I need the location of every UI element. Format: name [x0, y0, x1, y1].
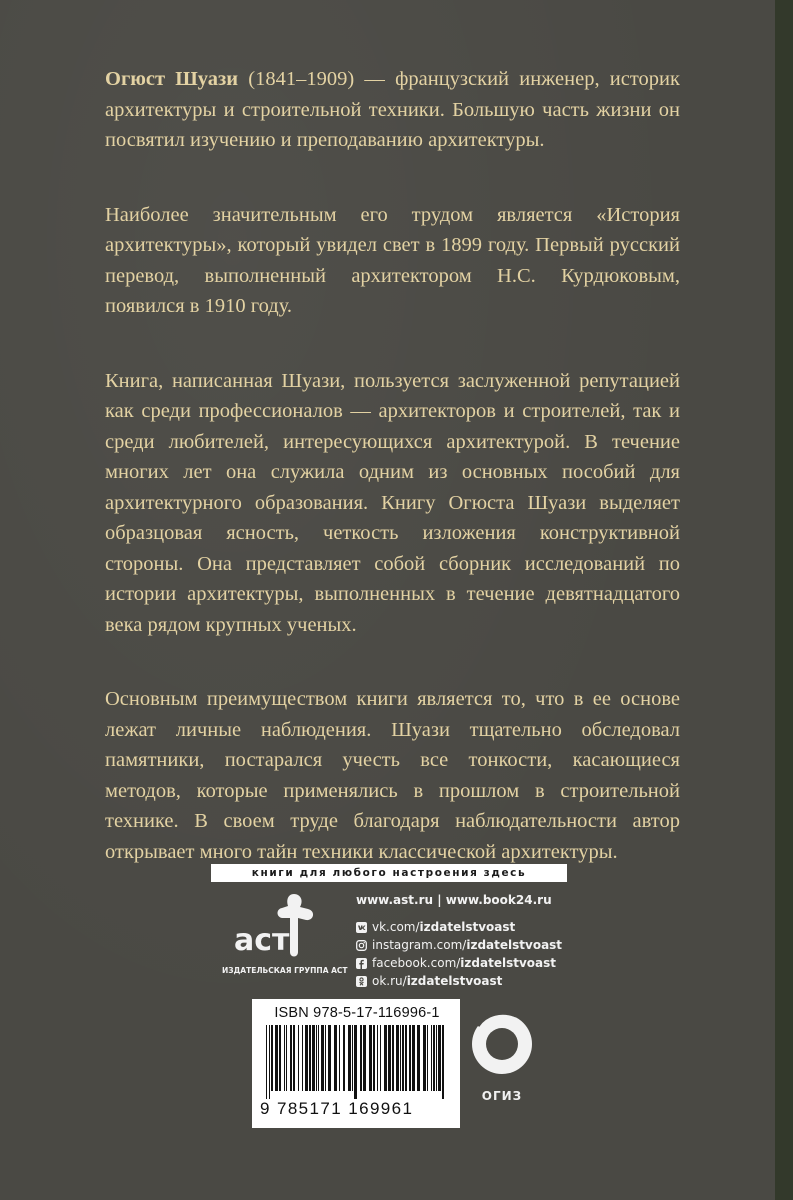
odnoklassniki-icon [356, 976, 367, 987]
instagram-icon [356, 940, 367, 951]
barcode-bar [400, 1025, 401, 1091]
barcode-bar [325, 1025, 326, 1091]
barcode-bar [343, 1025, 345, 1091]
ast-logo-caption: ИЗДАТЕЛЬСКАЯ ГРУППА АСТ [222, 966, 348, 975]
barcode-bar [436, 1025, 437, 1091]
social-link-facebook[interactable] [356, 954, 562, 972]
paragraph-2: Наиболее значительным его трудом является «История архитектуры», который увидел свет в 1899 году. Первый русский перевод, выполненный архитектором Н.С. Курдюковым, появился в 1910 году. [105, 203, 680, 317]
barcode-bar [438, 1025, 441, 1091]
publisher-tagline: книги для любого настроения здесь [211, 864, 567, 882]
barcode-bar [380, 1025, 381, 1091]
barcode-bar [363, 1025, 366, 1091]
social-handle: izdatelstvoast [460, 956, 556, 970]
barcode-bar [316, 1025, 317, 1091]
barcode-bar [369, 1025, 372, 1091]
barcode-bar [348, 1025, 351, 1091]
barcode-bar [417, 1025, 420, 1091]
barcode-bar [354, 1025, 357, 1099]
barcode-bar [305, 1025, 308, 1091]
ogiz-logo-text: ОГИЗ [481, 1089, 523, 1103]
barcode-bar [412, 1025, 415, 1091]
barcode-bar [309, 1025, 311, 1091]
barcode-bar [302, 1025, 303, 1091]
social-handle: izdatelstvoast [466, 938, 563, 952]
paragraph-1-text: (1841–1909) — французский инженер, историк архитектуры и строительной техники. Большую часть жизни он посвятил изучению и преподаванию архитектуры. [105, 68, 680, 151]
social-prefix: facebook.com/ [372, 956, 461, 970]
paragraph-4: Основным преимуществом книги является то, что в ее основе лежат личные наблюдения. Шуази тщательно обследовал памятники, постарался учесть все тонкости, касающиеся методов, которые применялись в прошлом в строительной технике. В своем труде благодаря наблюдательности автор открывает много тайн техники классической архитектуры. [105, 688, 680, 863]
barcode-bar [360, 1025, 362, 1091]
ast-logo-text: аст [234, 923, 290, 958]
social-links [356, 918, 562, 990]
barcode-bar [290, 1025, 292, 1091]
book-description [105, 64, 680, 911]
barcode-bar [373, 1025, 375, 1091]
social-link-odnoklassniki[interactable] [356, 972, 562, 990]
paragraph-3: Книга, написанная Шуази, пользуется заслуженной репутацией как среди профессионалов — архитекторов и строителей, так и среди любителей, интересующихся архитектурой. В течение многих лет она служила одним из основных пособий для архитектурного образования. Книгу Огюста Шуази выделяет образцовая ясность, четкость изложения конструктивной стороны. Она представляет собой сборник исследований по истории архитектуры, выполненных в течение девятнадцатого века рядом крупных ученых. [105, 369, 680, 636]
barcode-box [252, 999, 460, 1128]
ast-logo [222, 890, 348, 980]
barcode-bar [392, 1025, 394, 1091]
barcode-bar [321, 1025, 324, 1091]
barcode-bar [396, 1025, 399, 1091]
social-prefix: ok.ru/ [372, 974, 407, 988]
barcode-bar [334, 1025, 337, 1091]
social-prefix: instagram.com/ [372, 938, 467, 952]
barcode-bar [286, 1025, 287, 1091]
barcode-bar [339, 1025, 340, 1091]
facebook-icon [356, 958, 367, 969]
barcode-bar [271, 1025, 273, 1091]
barcode-bar [352, 1025, 353, 1091]
barcode-bar [427, 1025, 428, 1091]
barcode-bar [431, 1025, 432, 1091]
isbn-label: ISBN 978-5-17-116996-1 [274, 1005, 440, 1021]
ogiz-logo [468, 1004, 536, 1124]
barcode-bar [328, 1025, 331, 1091]
barcode-bar [423, 1025, 426, 1091]
paragraph-1 [105, 64, 680, 156]
barcode-bar [284, 1025, 285, 1091]
vk-icon [356, 922, 367, 933]
barcode-bar [384, 1025, 387, 1091]
social-handle: izdatelstvoast [419, 920, 516, 934]
barcode-bar [275, 1025, 278, 1091]
barcode-bar [433, 1025, 435, 1091]
barcode-bar [298, 1025, 299, 1091]
barcode-bar [402, 1025, 404, 1091]
barcode-bar [318, 1025, 319, 1091]
spine-edge [775, 0, 793, 1200]
barcode-bar [266, 1025, 267, 1099]
social-link-instagram[interactable] [356, 936, 562, 954]
barcode-bar [405, 1025, 407, 1091]
barcode-digits: 9 785171 169961 [260, 1099, 414, 1118]
social-prefix: vk.com/ [372, 920, 420, 934]
author-name: Огюст Шуази [105, 68, 239, 90]
barcode-bar [312, 1025, 315, 1091]
barcode-bar [409, 1025, 411, 1091]
barcode-bar [293, 1025, 295, 1091]
social-link-vk[interactable] [356, 918, 562, 936]
ogiz-logo-icon [468, 1004, 536, 1086]
barcode-bar [279, 1025, 281, 1091]
barcode-bar [269, 1025, 270, 1099]
barcode-bar [388, 1025, 391, 1091]
social-handle: izdatelstvoast [406, 974, 503, 988]
publisher-websites[interactable]: www.ast.ru | www.book24.ru [356, 893, 552, 907]
barcode-bar [442, 1025, 444, 1099]
barcode-bar [377, 1025, 378, 1091]
ast-logo-icon [230, 890, 330, 964]
barcode-bars [262, 1025, 450, 1099]
